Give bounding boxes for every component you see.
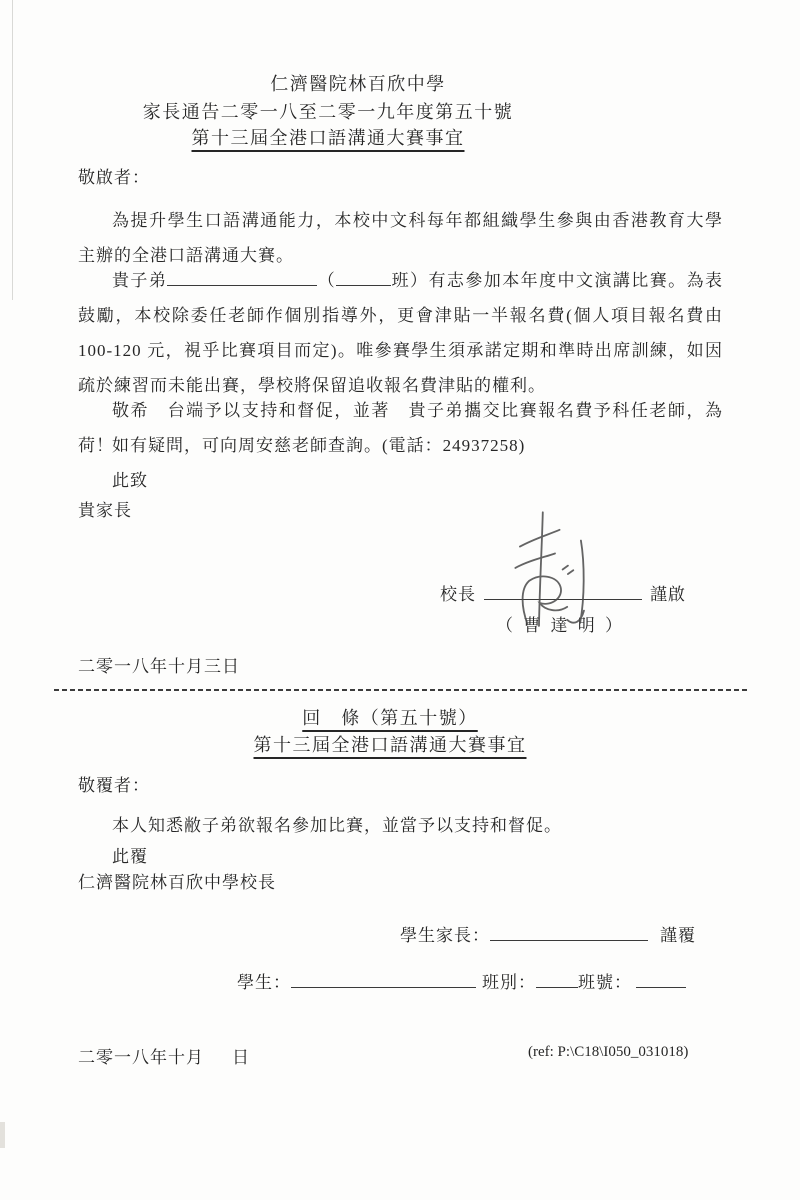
letter-addressee: 貴家長 bbox=[78, 501, 132, 520]
cut-line-divider bbox=[54, 689, 748, 691]
student-name-blank-2 bbox=[291, 972, 476, 988]
letter-paragraph-1: 為提升學生口語溝通能力，本校中文科每年都組織學生參與由香港教育大學主辦的全港口語溝通大賽。 bbox=[78, 211, 723, 265]
letter-paragraph-2 bbox=[78, 263, 723, 403]
class-number-blank bbox=[636, 972, 686, 988]
principal-label: 校長 bbox=[440, 585, 476, 604]
principal-name: （ 曹 達 明 ） bbox=[496, 616, 625, 635]
scan-artifact bbox=[12, 0, 13, 300]
letter-date: 二零一八年十月三日 bbox=[78, 657, 240, 676]
reply-addressee: 仁濟醫院林百欣中學校長 bbox=[78, 873, 276, 892]
letter-closing: 此致 bbox=[112, 471, 148, 490]
letter-paragraph-3: 敬希 台端予以支持和督促，並著 貴子弟攜交比賽報名費予科任老師，為荷！ bbox=[78, 401, 723, 455]
parent-signature-row bbox=[400, 921, 696, 946]
reply-slip-subject: 第十三屆全港口語溝通大賽事宜 bbox=[253, 735, 527, 755]
class-label: 班別： bbox=[482, 973, 536, 992]
para2-rest: 有志參加本年度中文演講比賽。為表鼓勵，本校除委任老師作個別指導外，更會津貼一半報名費(個人項目報名費由 100-120 元，視乎比賽項目而定)。唯參賽學生須承諾定期和準時出席訓練，如因疏於練習而未能出賽，學校將保留追收報名費津貼的權利。 bbox=[78, 271, 724, 395]
letter-paragraph-4: 如有疑問，可向周安慈老師查詢。(電話：24937258) bbox=[112, 436, 526, 455]
principal-handwritten-signature-icon bbox=[483, 510, 598, 632]
letter-salutation: 敬啟者： bbox=[78, 168, 150, 187]
reply-salutation: 敬覆者： bbox=[78, 776, 150, 795]
principal-suffix: 謹啟 bbox=[650, 585, 686, 604]
parent-signature-blank bbox=[490, 925, 648, 941]
para2-class-unit: 班） bbox=[391, 271, 429, 290]
student-info-row bbox=[237, 968, 686, 993]
reply-date-row bbox=[78, 1043, 250, 1068]
para2-lead: 貴子弟 bbox=[112, 271, 168, 290]
letter-subject: 第十三屆全港口語溝通大賽事宜 bbox=[191, 128, 465, 148]
class-blank-2 bbox=[536, 972, 578, 988]
class-blank bbox=[336, 270, 391, 286]
student-name-blank bbox=[167, 270, 317, 286]
student-label: 學生： bbox=[237, 973, 291, 992]
reply-closing: 此覆 bbox=[112, 847, 148, 866]
para2-paren-open: （ bbox=[317, 271, 337, 290]
reply-slip-title: 回 條（第五十號） bbox=[302, 708, 478, 728]
scan-artifact bbox=[0, 1122, 5, 1148]
reply-date-suffix: 日 bbox=[232, 1048, 250, 1067]
file-reference: (ref: P:\C18\I050_031018) bbox=[528, 1044, 689, 1060]
class-number-label: 班號： bbox=[578, 973, 632, 992]
reply-body: 本人知悉敝子弟欲報名參加比賽，並當予以支持和督促。 bbox=[112, 816, 562, 835]
parent-suffix: 謹覆 bbox=[660, 926, 696, 945]
school-name: 仁濟醫院林百欣中學 bbox=[270, 74, 446, 94]
reply-date-prefix: 二零一八年十月 bbox=[78, 1048, 204, 1067]
notice-number-line: 家長通告二零一八至二零一九年度第五十號 bbox=[142, 102, 514, 122]
parent-label: 學生家長： bbox=[400, 926, 490, 945]
